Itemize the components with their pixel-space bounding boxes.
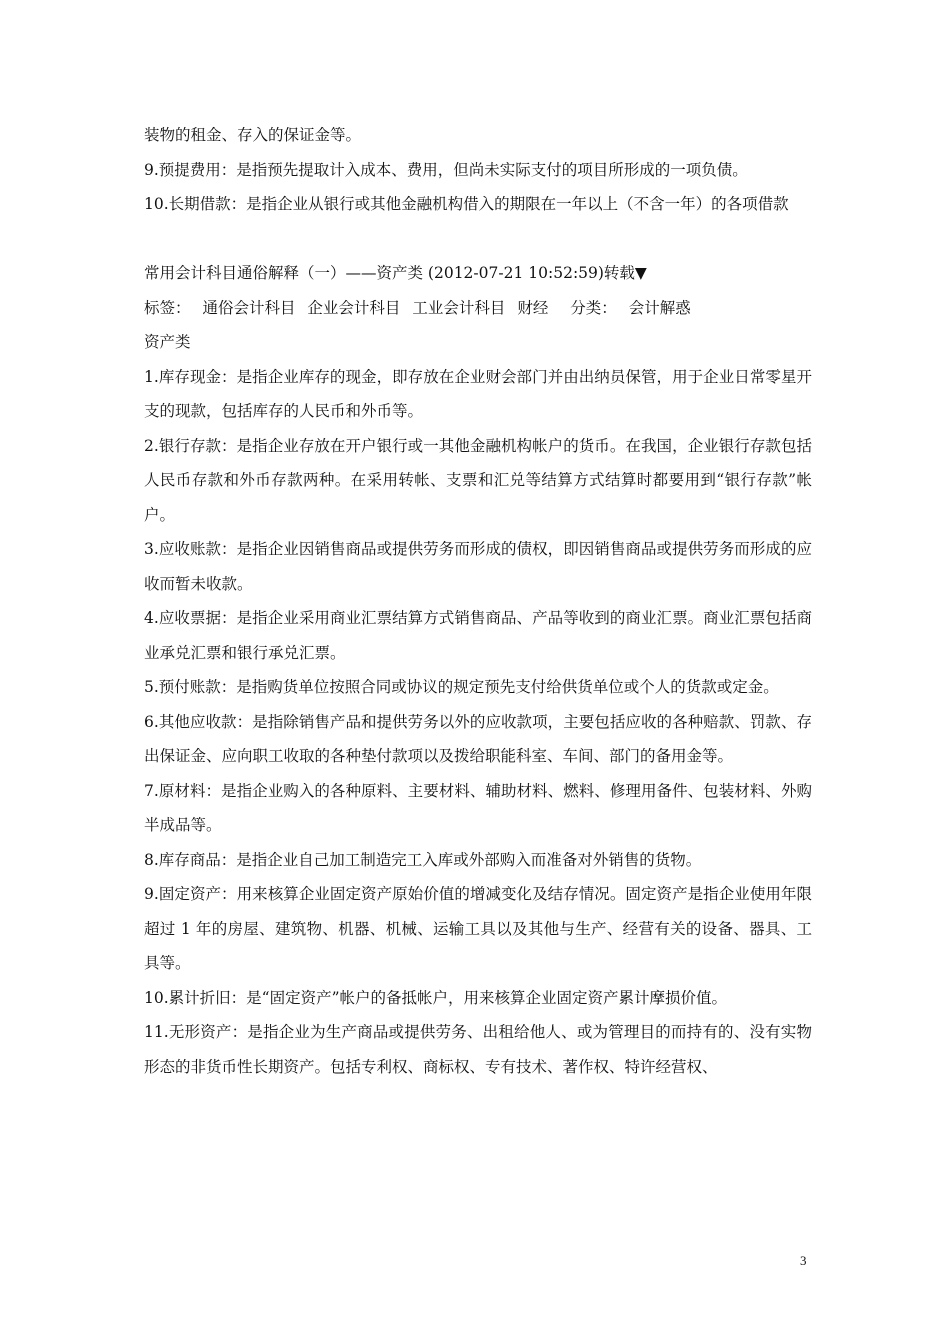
paragraph-item-9-accrued-expenses: 9.预提费用：是指预先提取计入成本、费用，但尚未实际支付的项目所形成的一项负债。	[144, 160, 748, 179]
list-item: 6.其他应收款：是指除销售产品和提供劳务以外的应收款项，主要包括应收的各种赔款、罚款、存出保证金、应向职工收取的各种垫付款项以及拨给职能科室、车间、部门的备用金等。	[144, 712, 812, 765]
tag-item: 通俗会计科目	[202, 298, 296, 317]
list-item: 9.固定资产：用来核算企业固定资产原始价值的增减变化及结存情况。固定资产是指企业使用年限超过 1 年的房屋、建筑物、机器、机械、运输工具以及其他与生产、经营有关的设备、器具、工具等。	[144, 885, 812, 972]
category-value: 会计解惑	[628, 298, 691, 317]
list-item: 5.预付账款：是指购货单位按照合同或协议的规定预先支付给供货单位或个人的货款或定金。	[144, 678, 779, 696]
paragraph-continuation: 装物的租金、存入的保证金等。	[144, 126, 362, 144]
article-title-line: 常用会计科目通俗解释（一）——资产类 (2012-07-21 10:52:59)转载▼	[144, 264, 647, 282]
tags-line	[144, 291, 812, 326]
tag-item: 财经	[517, 298, 549, 317]
list-item: 10.累计折旧：是“固定资产”帐户的备抵帐户，用来核算企业固定资产累计摩损价值。	[144, 988, 728, 1007]
tags-label: 标签：	[144, 298, 191, 317]
paragraph-item-10-long-term-loans: 10.长期借款：是指企业从银行或其他金融机构借入的期限在一年以上（不含一年）的各项借款	[144, 195, 789, 213]
list-item: 2.银行存款：是指企业存放在开户银行或一其他金融机构帐户的货币。在我国，企业银行存款包括人民币存款和外币存款两种。在采用转帐、支票和汇兑等结算方式结算时都要用到“银行存款”帐户。	[144, 436, 812, 524]
list-item: 8.库存商品：是指企业自己加工制造完工入库或外部购入而准备对外销售的货物。	[144, 850, 702, 869]
category-label: 分类：	[570, 298, 617, 317]
list-item: 1.库存现金：是指企业库存的现金，即存放在企业财会部门并由出纳员保管，用于企业日常零星开支的现款，包括库存的人民币和外币等。	[144, 367, 812, 420]
list-item: 11.无形资产：是指企业为生产商品或提供劳务、出租给他人、或为管理目的而持有的、没有实物形态的非货币性长期资产。包括专利权、商标权、专有技术、著作权、特许经营权、	[144, 1023, 812, 1076]
blank-line	[144, 222, 812, 257]
tag-item: 企业会计科目	[307, 298, 401, 317]
page-number: 3	[800, 1253, 807, 1268]
tag-item: 工业会计科目	[412, 298, 506, 317]
page-body	[144, 118, 812, 1084]
list-item: 3.应收账款：是指企业因销售商品或提供劳务而形成的债权，即因销售商品或提供劳务而形成的应收而暂未收款。	[144, 540, 812, 593]
section-heading: 资产类	[144, 333, 191, 351]
list-item: 4.应收票据：是指企业采用商业汇票结算方式销售商品、产品等收到的商业汇票。商业汇票包括商业承兑汇票和银行承兑汇票。	[144, 609, 812, 662]
list-item: 7.原材料：是指企业购入的各种原料、主要材料、辅助材料、燃料、修理用备件、包装材料、外购半成品等。	[144, 781, 812, 834]
